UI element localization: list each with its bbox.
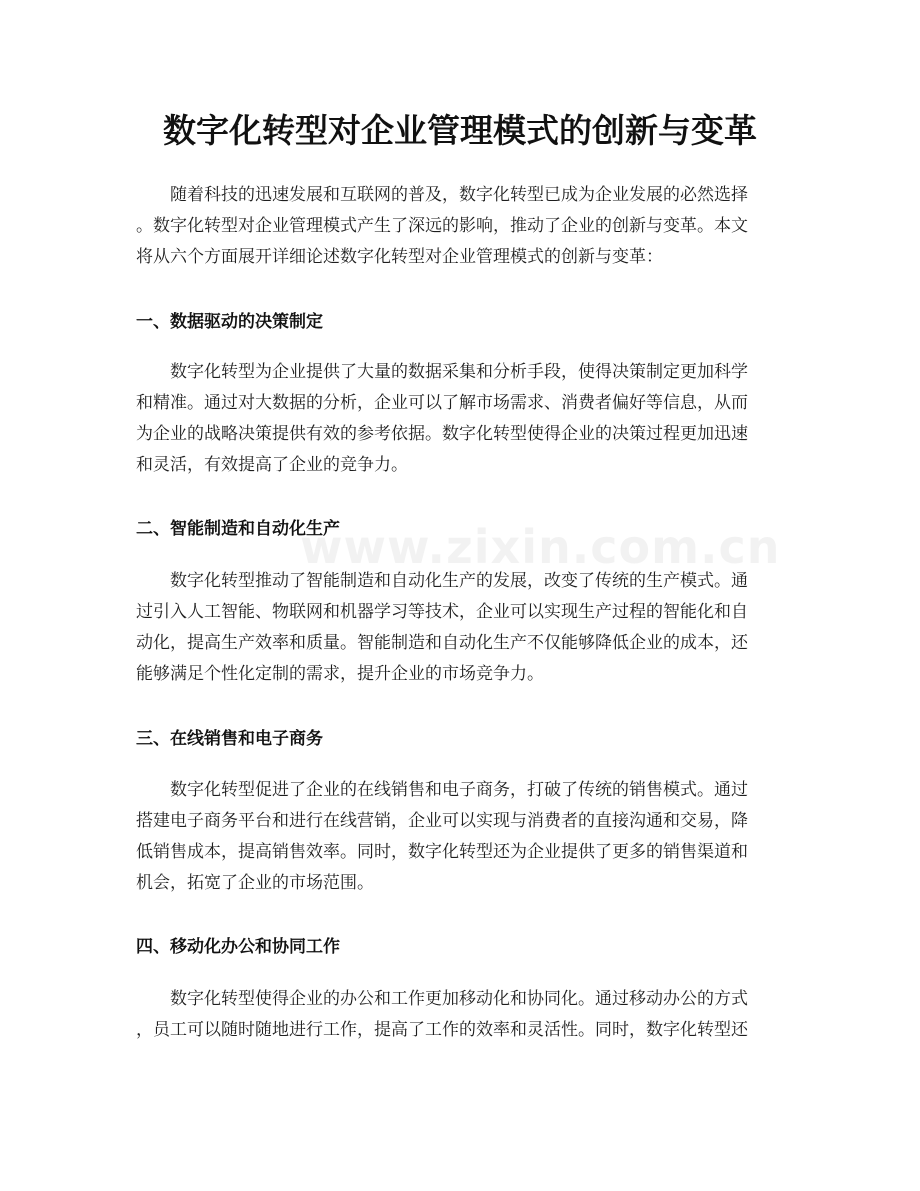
watermark: www.zixin.com.cn bbox=[300, 520, 781, 574]
section-paragraph-2 bbox=[136, 566, 786, 690]
section-paragraph-3 bbox=[136, 775, 786, 899]
text-line: 能够满足个性化定制的需求，提升企业的市场竞争力。 bbox=[136, 664, 544, 684]
text-line: 数字化转型促进了企业的在线销售和电子商务，打破了传统的销售模式。通过 bbox=[170, 780, 748, 800]
intro-paragraph bbox=[136, 180, 786, 273]
text-line: 随着科技的迅速发展和互联网的普及，数字化转型已成为企业发展的必然选择 bbox=[170, 185, 748, 205]
document-title: 数字化转型对企业管理模式的创新与变革 bbox=[163, 111, 757, 150]
text-line: 动化，提高生产效率和质量。智能制造和自动化生产不仅能够降低企业的成本，还 bbox=[136, 633, 748, 653]
section-paragraph-1 bbox=[136, 357, 786, 481]
text-line: 和精准。通过对大数据的分析，企业可以了解市场需求、消费者偏好等信息，从而 bbox=[136, 393, 748, 413]
section-heading-2: 二、智能制造和自动化生产 bbox=[136, 519, 340, 539]
text-line: 数字化转型推动了智能制造和自动化生产的发展，改变了传统的生产模式。通 bbox=[170, 571, 748, 591]
section-heading-4: 四、移动化办公和协同工作 bbox=[136, 937, 340, 957]
text-line: 过引入人工智能、物联网和机器学习等技术，企业可以实现生产过程的智能化和自 bbox=[136, 602, 748, 622]
text-line: ，员工可以随时随地进行工作，提高了工作的效率和灵活性。同时，数字化转型还 bbox=[136, 1020, 748, 1040]
text-line: 数字化转型为企业提供了大量的数据采集和分析手段，使得决策制定更加科学 bbox=[170, 362, 748, 382]
text-line: 低销售成本，提高销售效率。同时，数字化转型还为企业提供了更多的销售渠道和 bbox=[136, 842, 748, 862]
text-line: 将从六个方面展开详细论述数字化转型对企业管理模式的创新与变革： bbox=[136, 247, 663, 267]
text-line: 为企业的战略决策提供有效的参考依据。数字化转型使得企业的决策过程更加迅速 bbox=[136, 424, 748, 444]
section-heading-3: 三、在线销售和电子商务 bbox=[136, 729, 323, 749]
section-heading-1: 一、数据驱动的决策制定 bbox=[136, 312, 323, 332]
text-line: 数字化转型使得企业的办公和工作更加移动化和协同化。通过移动办公的方式 bbox=[170, 989, 748, 1009]
text-line: 和灵活，有效提高了企业的竞争力。 bbox=[136, 455, 408, 475]
text-line: 机会，拓宽了企业的市场范围。 bbox=[136, 873, 374, 893]
text-line: 搭建电子商务平台和进行在线营销，企业可以实现与消费者的直接沟通和交易，降 bbox=[136, 811, 748, 831]
section-paragraph-4 bbox=[136, 984, 786, 1046]
text-line: 。数字化转型对企业管理模式产生了深远的影响，推动了企业的创新与变革。本文 bbox=[136, 216, 748, 236]
